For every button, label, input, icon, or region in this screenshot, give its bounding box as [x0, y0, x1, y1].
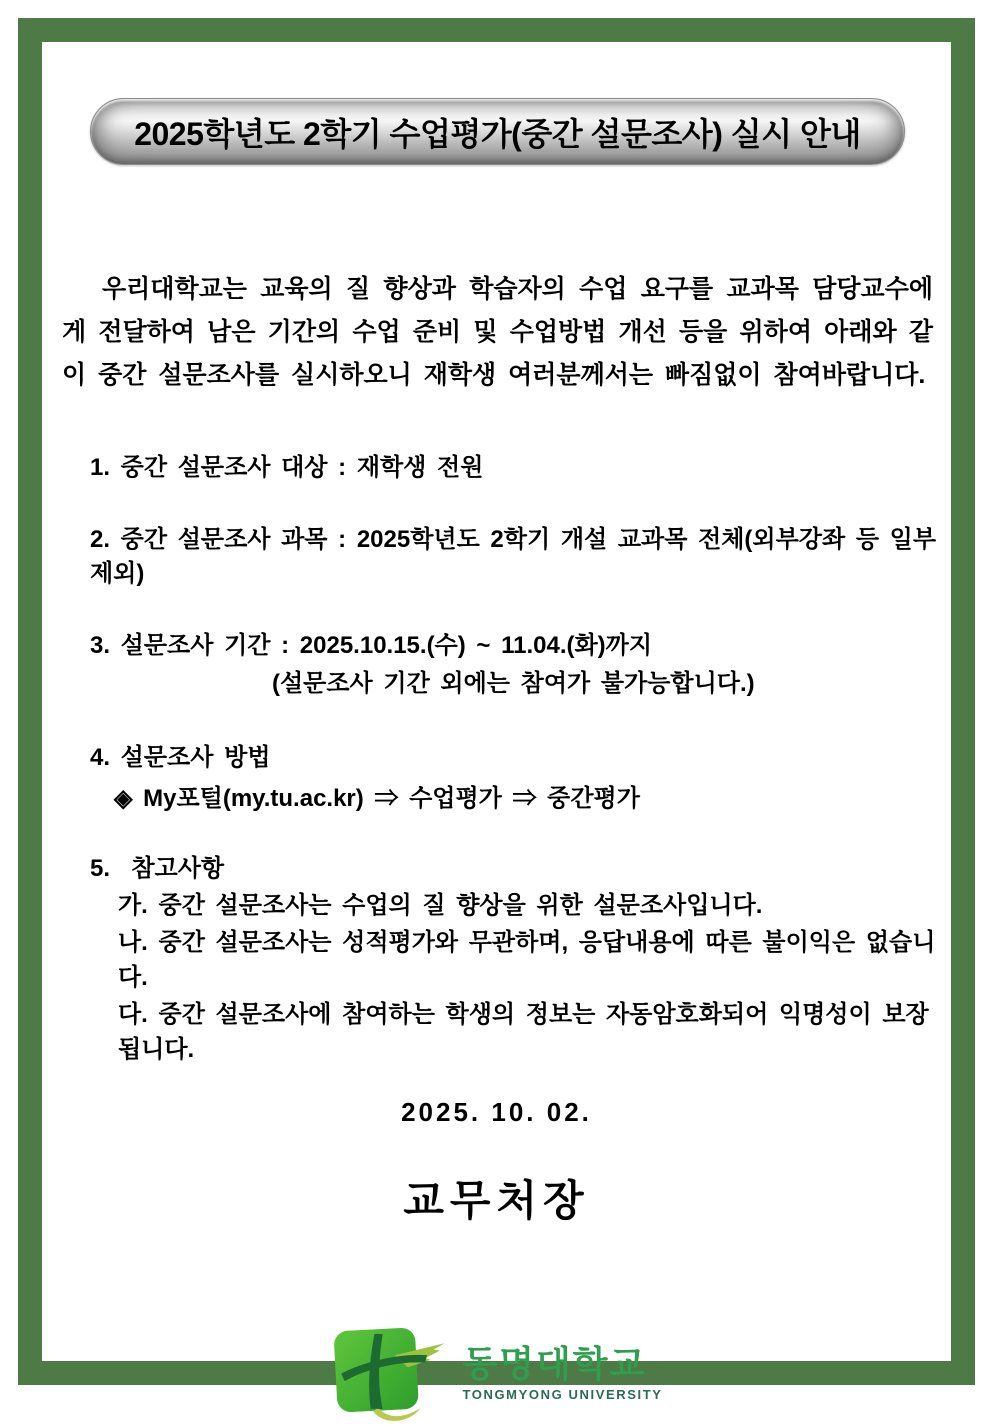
list-item-period [90, 629, 937, 701]
university-logo [56, 1318, 937, 1427]
list-item-method [90, 741, 937, 816]
item-4-label: 4. 설문조사 방법 [90, 744, 271, 771]
item-5-note-1: 가. 중간 설문조사는 수업의 질 향상을 위한 설문조사입니다. [118, 892, 763, 919]
notice-title: 2025학년도 2학기 수업평가(중간 설문조사) 실시 안내 [134, 115, 861, 152]
intro-paragraph: 우리대학교는 교육의 질 향상과 학습자의 수업 요구를 교과목 담당교수에게 전달하여 남은 기간의 수업 준비 및 수업방법 개선 등을 위하여 아래와 같이 중간 설문조사를 실시하오니 재학생 여러분께서는 빠짐없이 참여바랍니다. [62, 275, 933, 389]
item-4-method-path: ◈ My포털(my.tu.ac.kr) ⇒ 수업평가 ⇒ 중간평가 [114, 785, 640, 812]
tongmyong-logo-icon [330, 1318, 452, 1427]
list-item-target [90, 451, 937, 485]
page-frame [18, 18, 975, 1402]
notice-item-list [90, 451, 947, 1067]
item-5-label: 5. 참고사항 [90, 855, 225, 882]
issue-date: 2025. 10. 02. [401, 1097, 592, 1127]
logo-korean-name: 동명대학교 [462, 1342, 647, 1384]
item-3-label: 3. 설문조사 기간 : 2025.10.15.(수) ~ 11.04.(화)까지 [90, 632, 653, 659]
notice-body [42, 42, 951, 1427]
item-5-note-2: 나. 중간 설문조사는 성적평가와 무관하며, 응답내용에 따른 불이익은 없습니다. [118, 929, 936, 991]
list-item-remarks [90, 852, 937, 1067]
list-item-subjects [90, 523, 947, 591]
title-banner [90, 98, 905, 165]
item-1-label: 1. 중간 설문조사 대상 : 재학생 전원 [90, 454, 484, 481]
item-2-label: 2. 중간 설문조사 과목 : 2025학년도 2학기 개설 교과목 전체(외부강좌 등 일부 제외) [90, 526, 947, 587]
item-3-note: (설문조사 기간 외에는 참여가 불가능합니다.) [272, 670, 755, 697]
logo-english-name: TONGMYONG UNIVERSITY [462, 1386, 663, 1402]
signer-title: 교무처장 [403, 1177, 590, 1224]
logo-wordmark [462, 1344, 662, 1402]
item-5-note-3: 다. 중간 설문조사에 참여하는 학생의 정보는 자동암호화되어 익명성이 보장됩니다. [118, 1001, 929, 1063]
